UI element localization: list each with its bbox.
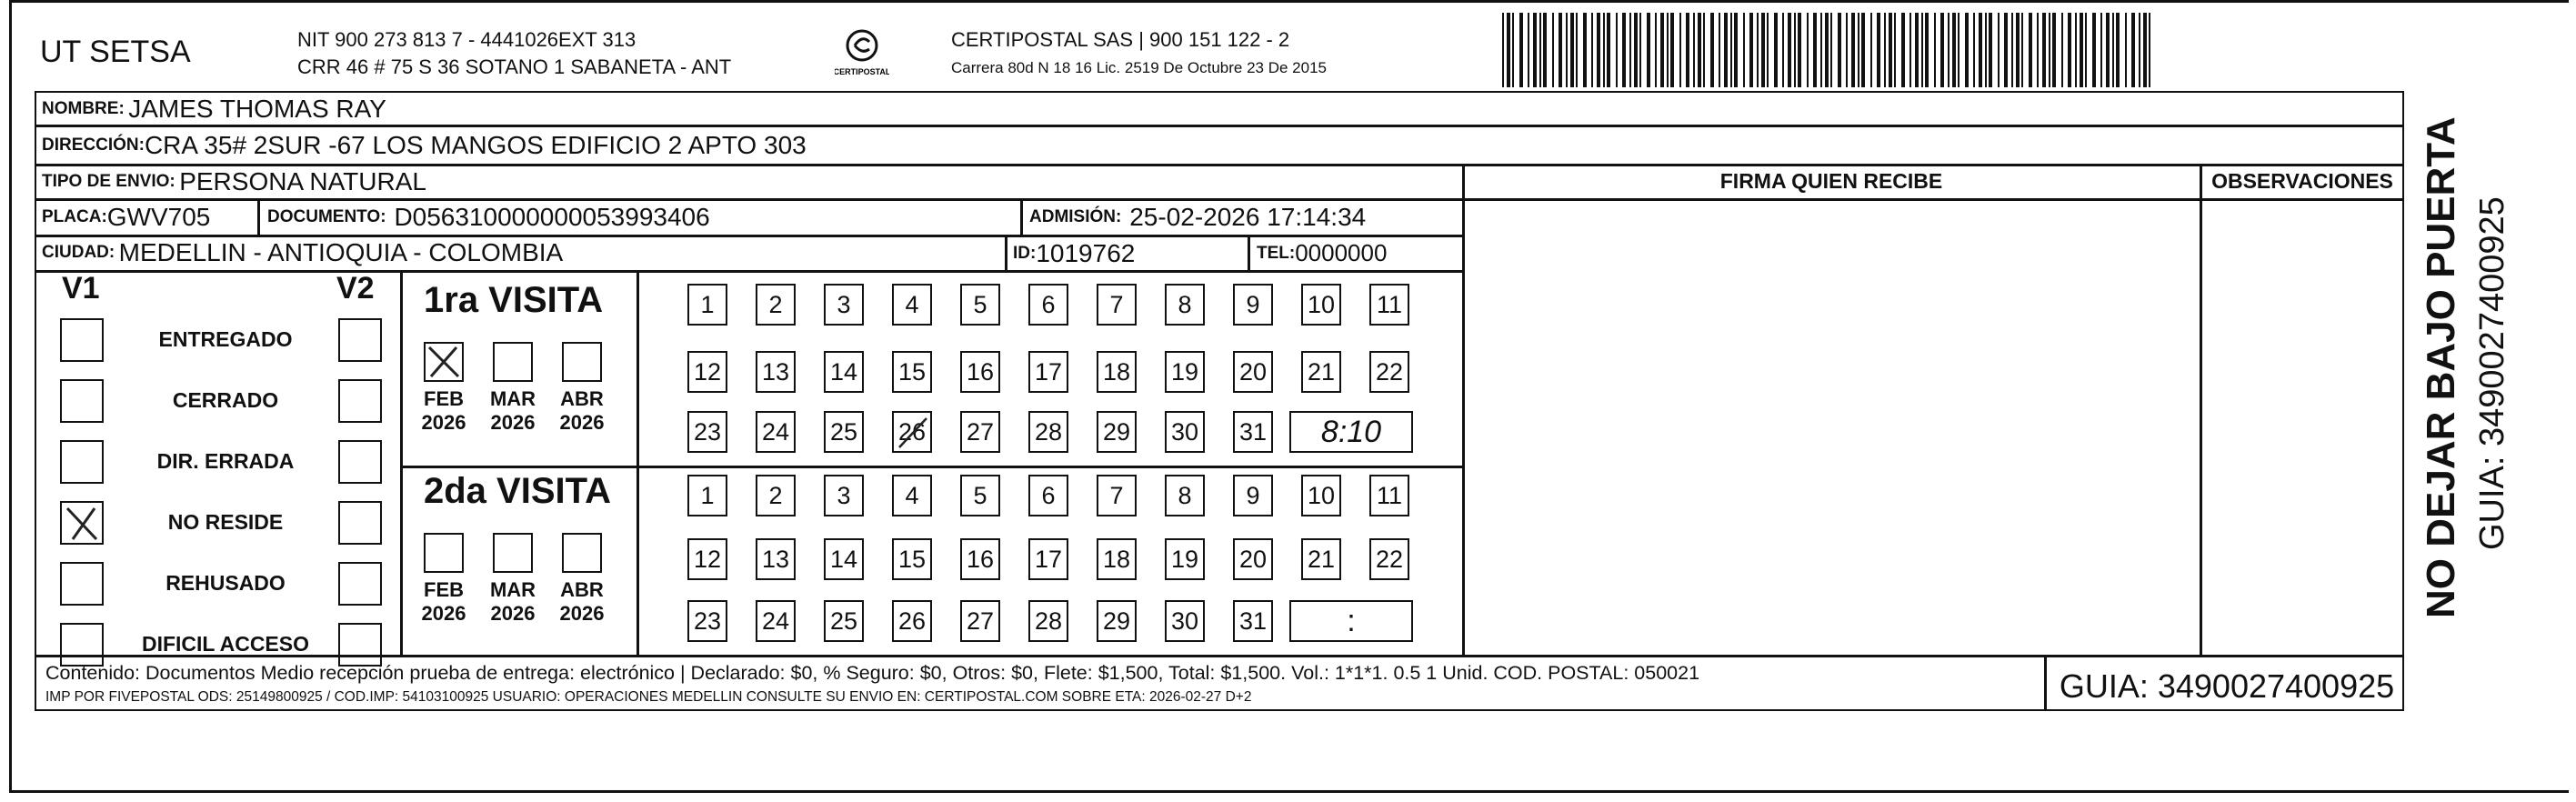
tel-sep	[1248, 235, 1250, 270]
barcode-bar	[1925, 13, 1929, 87]
day-box[interactable]: 25	[824, 411, 864, 453]
warning-vertical: NO DEJAR BAJO PUERTA	[2419, 116, 2463, 618]
day-box[interactable]: 10	[1301, 475, 1341, 516]
firma-left-border	[1462, 164, 1465, 655]
documento-label: DOCUMENTO:	[267, 206, 386, 226]
barcode-bar	[1813, 13, 1817, 87]
day-box[interactable]: 22	[1369, 351, 1409, 393]
day-box[interactable]: 10	[1301, 284, 1341, 326]
month-checkbox[interactable]	[493, 342, 533, 382]
barcode-bar	[1820, 13, 1822, 87]
barcode-bar	[1958, 13, 1960, 87]
day-box[interactable]: 4	[892, 475, 932, 516]
barcode-bar	[2075, 13, 2077, 87]
barcode-bar	[1757, 13, 1759, 87]
barcode-bar	[2004, 13, 2008, 87]
barcode-bar	[2061, 13, 2063, 87]
year-label: 2026	[421, 602, 466, 625]
nombre-value: JAMES THOMAS RAY	[128, 94, 386, 123]
barcode-bar	[1921, 13, 1923, 87]
barcode-bar	[1807, 13, 1809, 87]
barcode-bar	[1901, 13, 1905, 87]
barcode-bar	[2100, 13, 2102, 87]
barcode-bar	[1889, 13, 1892, 87]
first-visit-title: 1ra VISITA	[424, 280, 604, 320]
guia-vertical: GUIA: 3490027400925	[2473, 196, 2511, 550]
direccion-value: CRA 35# 2SUR -67 LOS MANGOS EDIFICIO 2 APTO 303	[144, 130, 807, 159]
day-box[interactable]: 3	[824, 284, 864, 326]
day-box[interactable]: 28	[1028, 411, 1068, 453]
placa-sep	[257, 198, 260, 235]
barcode-bar	[1512, 13, 1514, 87]
barcode-bar	[1667, 13, 1669, 87]
month-checkbox[interactable]	[424, 342, 464, 382]
status-v2-checkbox[interactable]	[338, 440, 382, 484]
tipo-value: PERSONA NATURAL	[179, 166, 426, 195]
barcode-bar	[1774, 13, 1778, 87]
day-box[interactable]: 23	[687, 411, 727, 453]
day-box[interactable]: 18	[1097, 351, 1137, 393]
barcode-bar	[1566, 13, 1568, 87]
day-box[interactable]: 27	[960, 600, 1000, 642]
barcode-bar	[1767, 13, 1769, 87]
barcode-bar	[1710, 13, 1714, 87]
id-value: 1019762	[1036, 238, 1136, 267]
barcode-bar	[1989, 13, 1992, 87]
tel-row	[1253, 237, 1387, 269]
barcode-bar	[2016, 13, 2020, 87]
barcode-bar	[1559, 13, 1562, 87]
status-option-label: DIR. ERRADA	[156, 449, 295, 473]
day-box[interactable]: 9	[1233, 475, 1273, 516]
barcode-bar	[1647, 13, 1650, 87]
barcode-bar	[1952, 13, 1956, 87]
barcode-bar	[1655, 13, 1657, 87]
day-box[interactable]: 27	[960, 411, 1000, 453]
year-label: 2026	[421, 411, 466, 434]
documento-row	[264, 201, 710, 233]
barcode-bar	[1539, 13, 1541, 87]
barcode-bar	[1543, 13, 1547, 87]
barcode-bar	[1798, 13, 1801, 87]
year-label: 2026	[490, 602, 536, 625]
barcode-bar	[1861, 13, 1865, 87]
ciudad-value: MEDELLIN - ANTIOQUIA - COLOMBIA	[118, 237, 564, 266]
barcode-bar	[2029, 13, 2032, 87]
day-box[interactable]: 3	[824, 475, 864, 516]
day-box[interactable]: 30	[1165, 411, 1205, 453]
day-box[interactable]: 31	[1233, 600, 1273, 642]
months-right-border	[636, 270, 639, 655]
month-checkbox[interactable]	[562, 533, 602, 573]
tipo-row	[38, 165, 426, 197]
day-box[interactable]: 15	[892, 351, 932, 393]
barcode-bar	[1782, 13, 1784, 87]
barcode-bar	[1830, 13, 1832, 87]
day-box[interactable]: 30	[1165, 600, 1205, 642]
day-box[interactable]: 9	[1233, 284, 1273, 326]
day-box[interactable]: 11	[1369, 284, 1409, 326]
status-v1-checkbox[interactable]	[60, 623, 104, 667]
tel-label: TEL:	[1257, 243, 1296, 263]
month-label: ABR	[560, 578, 604, 601]
barcode-bar	[1979, 13, 1982, 87]
direccion-row	[38, 129, 807, 161]
status-option-label: NO RESIDE	[167, 510, 284, 534]
barcode-bar	[1576, 13, 1578, 87]
footer-guia-sep	[2044, 655, 2047, 711]
barcode-bar	[1985, 13, 1987, 87]
barcode-bar	[1965, 13, 1969, 87]
day-box[interactable]: 19	[1165, 351, 1205, 393]
barcode-bar	[1794, 13, 1796, 87]
barcode-bar	[2139, 13, 2140, 87]
certipostal-line: CERTIPOSTAL SAS | 900 151 122 - 2	[951, 28, 1290, 51]
status-v2-checkbox[interactable]	[338, 623, 382, 667]
barcode-bar	[1591, 13, 1593, 87]
day-box[interactable]: 17	[1028, 538, 1068, 580]
obs-left-border	[2200, 164, 2202, 655]
day-box[interactable]: 5	[960, 284, 1000, 326]
month-label: MAR	[489, 387, 536, 410]
row-line-1	[35, 125, 2404, 127]
day-box[interactable]: 8	[1165, 475, 1205, 516]
barcode-bar	[1884, 13, 1886, 87]
barcode-bar	[1703, 13, 1705, 87]
status-v1-checkbox[interactable]	[60, 562, 104, 606]
day-box[interactable]: 20	[1233, 351, 1273, 393]
barcode-bar	[1629, 13, 1631, 87]
day-box[interactable]: 12	[687, 538, 727, 580]
year-label: 2026	[559, 411, 605, 434]
time-box[interactable]: :	[1289, 600, 1413, 642]
day-box[interactable]: 26	[892, 600, 932, 642]
day-box[interactable]: 14	[824, 351, 864, 393]
certipostal-logo	[835, 27, 889, 80]
barcode-bar	[1870, 13, 1872, 87]
barcode-bar	[1909, 13, 1911, 87]
status-v2-checkbox[interactable]	[338, 379, 382, 423]
day-box[interactable]: 16	[960, 538, 1000, 580]
barcode-bar	[2143, 13, 2147, 87]
barcode-bar	[2068, 13, 2071, 87]
barcode-bar	[1622, 13, 1626, 87]
day-box[interactable]: 12	[687, 351, 727, 393]
barcode-bar	[1552, 13, 1554, 87]
placa-row	[38, 201, 210, 233]
status-v1-checkbox[interactable]	[60, 501, 104, 545]
barcode-bar	[2021, 13, 2023, 87]
day-box[interactable]: 1	[687, 475, 727, 516]
day-box[interactable]: 24	[756, 600, 796, 642]
day-box[interactable]: 16	[960, 351, 1000, 393]
barcode-bar	[1570, 13, 1574, 87]
barcode-bar	[1743, 13, 1745, 87]
day-box[interactable]: 26	[892, 411, 932, 453]
admision-sep	[1020, 198, 1023, 235]
status-v2-checkbox[interactable]	[338, 501, 382, 545]
barcode-bar	[1507, 13, 1510, 87]
footer-imp: IMP POR FIVEPOSTAL ODS: 25149800925 / COD.IMP: 54103100925 USUARIO: OPERACIONES MEDELLIN CONSULTE SU ENVIO EN: CERTIPOSTAL.COM SOBRE ETA: 2026-02-27 D+2	[45, 689, 1252, 705]
footer-contenido: Contenido: Documentos Medio recepción prueba de entrega: electrónico | Declarado: $0, % Seguro: $0, Otros: $0, Flete: $1,500, Total: $1,500. Vol.: 1*1*1. 0.5 1 Unid. COD. POSTAL: 050021	[45, 662, 1700, 684]
footer-top-border	[35, 655, 2404, 657]
visit-divider	[400, 466, 1464, 468]
address-line: CRR 46 # 75 S 36 SOTANO 1 SABANETA - ANT	[297, 55, 732, 78]
documento-value: D056310000000053993406	[394, 202, 710, 231]
tipo-label: TIPO DE ENVIO:	[42, 171, 175, 191]
barcode-bar	[2080, 13, 2083, 87]
barcode-bar	[1533, 13, 1537, 87]
admision-value: 25-02-2026 17:14:34	[1129, 202, 1367, 231]
barcode-bar	[1603, 13, 1605, 87]
day-box[interactable]: 7	[1097, 284, 1137, 326]
firma-header: FIRMA QUIEN RECIBE	[1719, 169, 1943, 193]
day-box[interactable]: 5	[960, 475, 1000, 516]
status-option-label: ENTREGADO	[158, 327, 293, 351]
year-label: 2026	[490, 411, 536, 434]
day-box[interactable]: 23	[687, 600, 727, 642]
barcode-bar	[1788, 13, 1791, 87]
barcode-bar	[1973, 13, 1975, 87]
day-box[interactable]: 6	[1028, 284, 1068, 326]
barcode-bar	[2037, 13, 2039, 87]
status-option-label: REHUSADO	[165, 571, 286, 595]
page-top-border	[9, 0, 2569, 3]
second-visit-title: 2da VISITA	[424, 471, 611, 511]
day-box[interactable]: 21	[1301, 538, 1341, 580]
day-box[interactable]: 29	[1097, 600, 1137, 642]
tel-value: 0000000	[1295, 239, 1388, 266]
status-v1-checkbox[interactable]	[60, 440, 104, 484]
barcode-bar	[2112, 13, 2114, 87]
placa-label: PLACA:	[42, 206, 107, 226]
page-left-border	[9, 0, 12, 793]
day-box[interactable]: 4	[892, 284, 932, 326]
barcode-bar	[2011, 13, 2013, 87]
month-label: MAR	[489, 578, 536, 601]
barcode-bar	[1679, 13, 1681, 87]
barcode-bar	[2092, 13, 2096, 87]
barcode-bar	[1851, 13, 1855, 87]
barcode-bar	[1502, 13, 1504, 87]
barcode-bar	[1934, 13, 1936, 87]
barcode	[1500, 13, 2155, 87]
day-box[interactable]: 24	[756, 411, 796, 453]
barcode-bar	[1670, 13, 1674, 87]
month-checkbox[interactable]	[424, 533, 464, 573]
time-box[interactable]: 8:10	[1289, 411, 1413, 453]
footer-guia: GUIA: 3490027400925	[2059, 667, 2395, 705]
day-box[interactable]: 15	[892, 538, 932, 580]
barcode-bar	[2085, 13, 2087, 87]
day-box[interactable]: 8	[1165, 284, 1205, 326]
barcode-bar	[1761, 13, 1765, 87]
status-v1-checkbox[interactable]	[60, 379, 104, 423]
day-box[interactable]: 14	[824, 538, 864, 580]
v1-label: V1	[62, 271, 100, 306]
nit-line: NIT 900 273 813 7 - 4441026EXT 313	[297, 28, 636, 51]
barcode-bar	[1698, 13, 1701, 87]
placa-value: GWV705	[106, 202, 211, 231]
day-box[interactable]: 17	[1028, 351, 1068, 393]
nombre-row	[38, 93, 386, 125]
barcode-bar	[2116, 13, 2120, 87]
day-box[interactable]: 2	[756, 284, 796, 326]
month-checkbox[interactable]	[493, 533, 533, 573]
day-box[interactable]: 20	[1233, 538, 1273, 580]
barcode-bar	[1948, 13, 1950, 87]
status-v2-checkbox[interactable]	[338, 562, 382, 606]
day-box[interactable]: 2	[756, 475, 796, 516]
barcode-bar	[1940, 13, 1944, 87]
id-sep	[1005, 235, 1007, 270]
company-name: UT SETSA	[40, 35, 191, 69]
status-v2-checkbox[interactable]	[338, 318, 382, 362]
barcode-bar	[1583, 13, 1587, 87]
day-box[interactable]: 19	[1165, 538, 1205, 580]
barcode-bar	[2125, 13, 2127, 87]
barcode-bar	[1838, 13, 1841, 87]
v2-label: V2	[336, 271, 375, 306]
barcode-bar	[1519, 13, 1523, 87]
barcode-bar	[1686, 13, 1689, 87]
license-line: Carrera 80d N 18 16 Lic. 2519 De Octubre 23 De 2015	[951, 59, 1327, 76]
barcode-bar	[1528, 13, 1529, 87]
month-label: ABR	[560, 387, 604, 410]
day-box[interactable]: 18	[1097, 538, 1137, 580]
month-label: FEB	[424, 578, 464, 601]
day-box[interactable]: 1	[687, 284, 727, 326]
barcode-bar	[1719, 13, 1720, 87]
observaciones-header: OBSERVACIONES	[2211, 169, 2393, 193]
barcode-bar	[2131, 13, 2135, 87]
barcode-bar	[1846, 13, 1848, 87]
id-row	[1009, 237, 1135, 269]
ciudad-row	[38, 236, 563, 268]
day-box[interactable]: 25	[824, 600, 864, 642]
day-box[interactable]: 11	[1369, 475, 1409, 516]
admision-row	[1026, 201, 1366, 233]
day-box[interactable]: 13	[756, 351, 796, 393]
admision-label: ADMISIÓN:	[1029, 206, 1122, 226]
month-checkbox[interactable]	[562, 342, 602, 382]
barcode-bar	[1894, 13, 1896, 87]
barcode-bar	[1915, 13, 1919, 87]
status-option-label: CERRADO	[172, 388, 279, 412]
barcode-bar	[1749, 13, 1753, 87]
barcode-bar	[1825, 13, 1829, 87]
nombre-label: NOMBRE:	[42, 98, 125, 118]
day-box[interactable]: 7	[1097, 475, 1137, 516]
day-box[interactable]: 13	[756, 538, 796, 580]
ciudad-label: CIUDAD:	[42, 242, 115, 262]
barcode-bar	[1858, 13, 1859, 87]
barcode-bar	[2049, 13, 2050, 87]
barcode-bar	[1597, 13, 1600, 87]
row-line-5	[35, 270, 1464, 273]
day-box[interactable]: 6	[1028, 475, 1068, 516]
barcode-bar	[2052, 13, 2056, 87]
day-box[interactable]: 31	[1233, 411, 1273, 453]
barcode-bar	[1660, 13, 1664, 87]
day-box[interactable]: 21	[1301, 351, 1341, 393]
day-box[interactable]: 28	[1028, 600, 1068, 642]
year-label: 2026	[559, 602, 605, 625]
svg-text:CERTIPOSTAL: CERTIPOSTAL	[835, 67, 889, 76]
id-label: ID:	[1013, 243, 1037, 263]
barcode-bar	[1639, 13, 1641, 87]
barcode-bar	[2042, 13, 2046, 87]
barcode-bar	[1724, 13, 1728, 87]
barcode-bar	[1877, 13, 1880, 87]
status-right-border	[400, 270, 403, 655]
barcode-bar	[1734, 13, 1738, 87]
barcode-bar	[1730, 13, 1732, 87]
barcode-bar	[1998, 13, 2000, 87]
day-box[interactable]: 22	[1369, 538, 1409, 580]
status-option-label: DIFICIL ACCESO	[141, 632, 309, 656]
barcode-bar	[1607, 13, 1610, 87]
barcode-bar	[1634, 13, 1638, 87]
direccion-label: DIRECCIÓN:	[42, 135, 145, 155]
page-bottom-border	[9, 790, 2569, 793]
barcode-bar	[2149, 13, 2150, 87]
barcode-bar	[1693, 13, 1695, 87]
status-v1-checkbox[interactable]	[60, 318, 104, 362]
day-box[interactable]: 29	[1097, 411, 1137, 453]
month-label: FEB	[424, 387, 464, 410]
barcode-bar	[1616, 13, 1618, 87]
barcode-bar	[2106, 13, 2110, 87]
